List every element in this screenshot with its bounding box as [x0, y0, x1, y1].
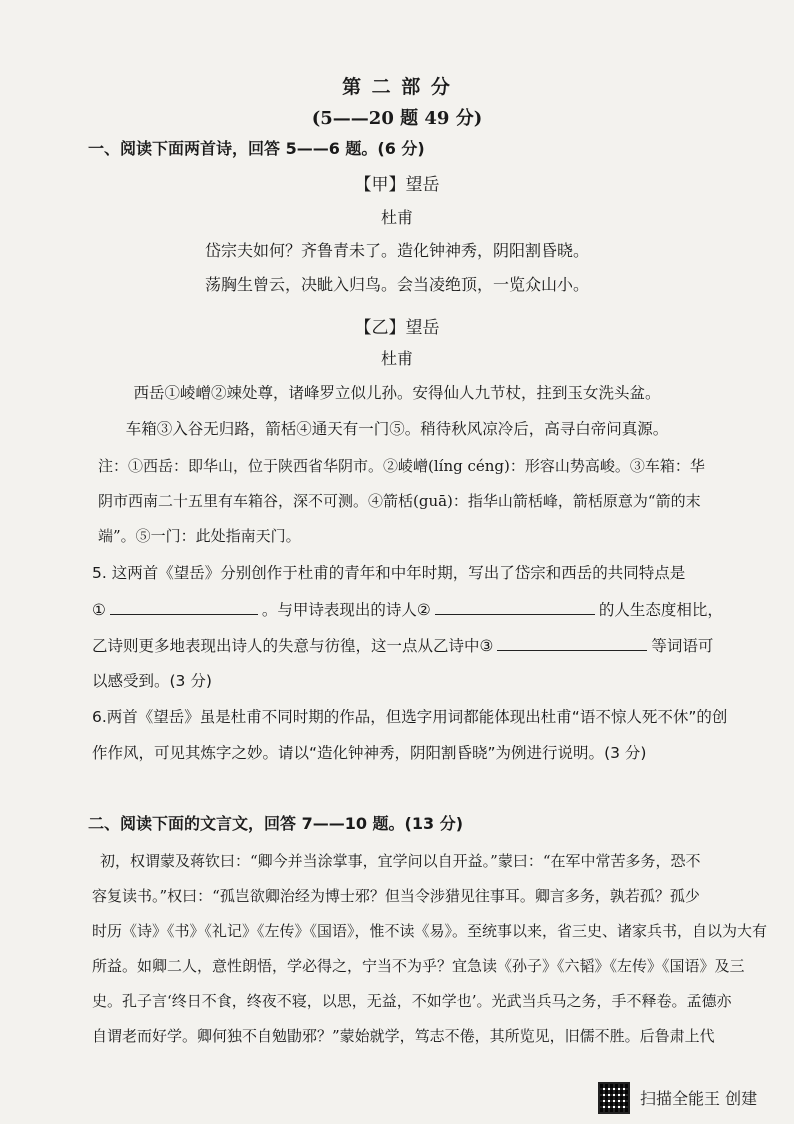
- q6-line: 作作风，可见其炼字之妙。请以“造化钟神秀，阴阳割昏晓”为例进行说明。(3 分): [92, 744, 647, 762]
- poem-b-author: 杜甫: [380, 349, 413, 368]
- q5-line: [92, 598, 732, 621]
- q5-text: 。与甲诗表现出的诗人②: [261, 601, 431, 619]
- qr-code-icon: [598, 1082, 630, 1114]
- poem-note-line: 阴市西南二十五里有车箱谷，深不可测。④箭栝(guā)：指华山箭栝峰，箭栝原意为“箭的末: [98, 492, 701, 510]
- classical-text-line: 所益。如卿二人，意性朗悟，学必得之，宁当不为乎？宜急读《孙子》《六韬》《左传》《国语》及三: [92, 957, 745, 975]
- poem-a-author: 杜甫: [380, 208, 413, 227]
- classical-text-line: 容复读书。”权曰：“孤岂欲卿治经为博士邪？但当令涉猎见往事耳。卿言多务，孰若孤？孤少: [92, 887, 700, 905]
- scanner-app-label: 扫描全能王 创建: [640, 1089, 758, 1108]
- poem-note-line: 端”。⑤一门：此处指南天门。: [98, 527, 301, 545]
- part-subtitle: (5——20 题 49 分): [311, 108, 483, 129]
- q5-blank-3[interactable]: [497, 634, 647, 651]
- poem-note-line: 注：①西岳：即华山，位于陕西省华阴市。②崚嶒(líng céng)：形容山势高峻。③车箱：华: [98, 457, 705, 475]
- q5-text: 的人生态度相比，: [598, 601, 723, 619]
- q5-line: 5. 这两首《望岳》分别创作于杜甫的青年和中年时期，写出了岱宗和西岳的共同特点是: [92, 564, 686, 582]
- q5-blank-1-label: ①: [92, 601, 106, 619]
- classical-text-line: 自谓老而好学。卿何独不自勉勖邪？”蒙始就学，笃志不倦，其所览见，旧儒不胜。后鲁肃上代: [92, 1027, 715, 1045]
- poem-b-line: 车箱③入谷无归路，箭栝④通天有一门⑤。稍待秋风凉冷后，高寻白帝问真源。: [125, 420, 669, 438]
- q5-blank-2[interactable]: [435, 598, 595, 615]
- poem-b-title: 【乙】望岳: [354, 318, 440, 338]
- classical-text-line: 史。孔子言‘终日不食，终夜不寝，以思，无益，不如学也’。光武当兵马之务，手不释卷。孟德亦: [92, 992, 732, 1010]
- classical-text-line: 初，权谓蒙及蒋钦曰：“卿今并当涂掌事，宜学问以自开益。”蒙曰：“在军中常苦多务，恐不: [100, 852, 701, 870]
- poem-a-line: 荡胸生曾云，决眦入归鸟。会当凌绝顶，一览众山小。: [204, 275, 589, 294]
- q5-blank-1[interactable]: [110, 598, 258, 615]
- q5-text: 等词语可: [651, 637, 714, 655]
- poem-b-line: 西岳①崚嶒②竦处尊，诸峰罗立似儿孙。安得仙人九节杖，拄到玉女洗头盆。: [133, 384, 661, 402]
- q5-line: [92, 634, 732, 657]
- classical-text-line: 时历《诗》《书》《礼记》《左传》《国语》，惟不读《易》。至统事以来，省三史、诸家兵书，自以为大有: [92, 922, 768, 940]
- q5-line: 以感受到。(3 分): [92, 672, 212, 690]
- q5-text: 乙诗则更多地表现出诗人的失意与彷徨，这一点从乙诗中③: [92, 637, 494, 655]
- poem-a-title: 【甲】望岳: [354, 175, 440, 195]
- part-title: 第 二 部 分: [342, 76, 452, 98]
- poem-a-line: 岱宗夫如何？齐鲁青未了。造化钟神秀，阴阳割昏晓。: [204, 241, 589, 260]
- section2-heading: 二、阅读下面的文言文，回答 7——10 题。(13 分): [88, 814, 464, 833]
- q6-line: 6.两首《望岳》虽是杜甫不同时期的作品，但选字用词都能体现出杜甫“语不惊人死不休”的创: [92, 708, 728, 726]
- section1-heading: 一、阅读下面两首诗，回答 5——6 题。(6 分): [88, 139, 425, 158]
